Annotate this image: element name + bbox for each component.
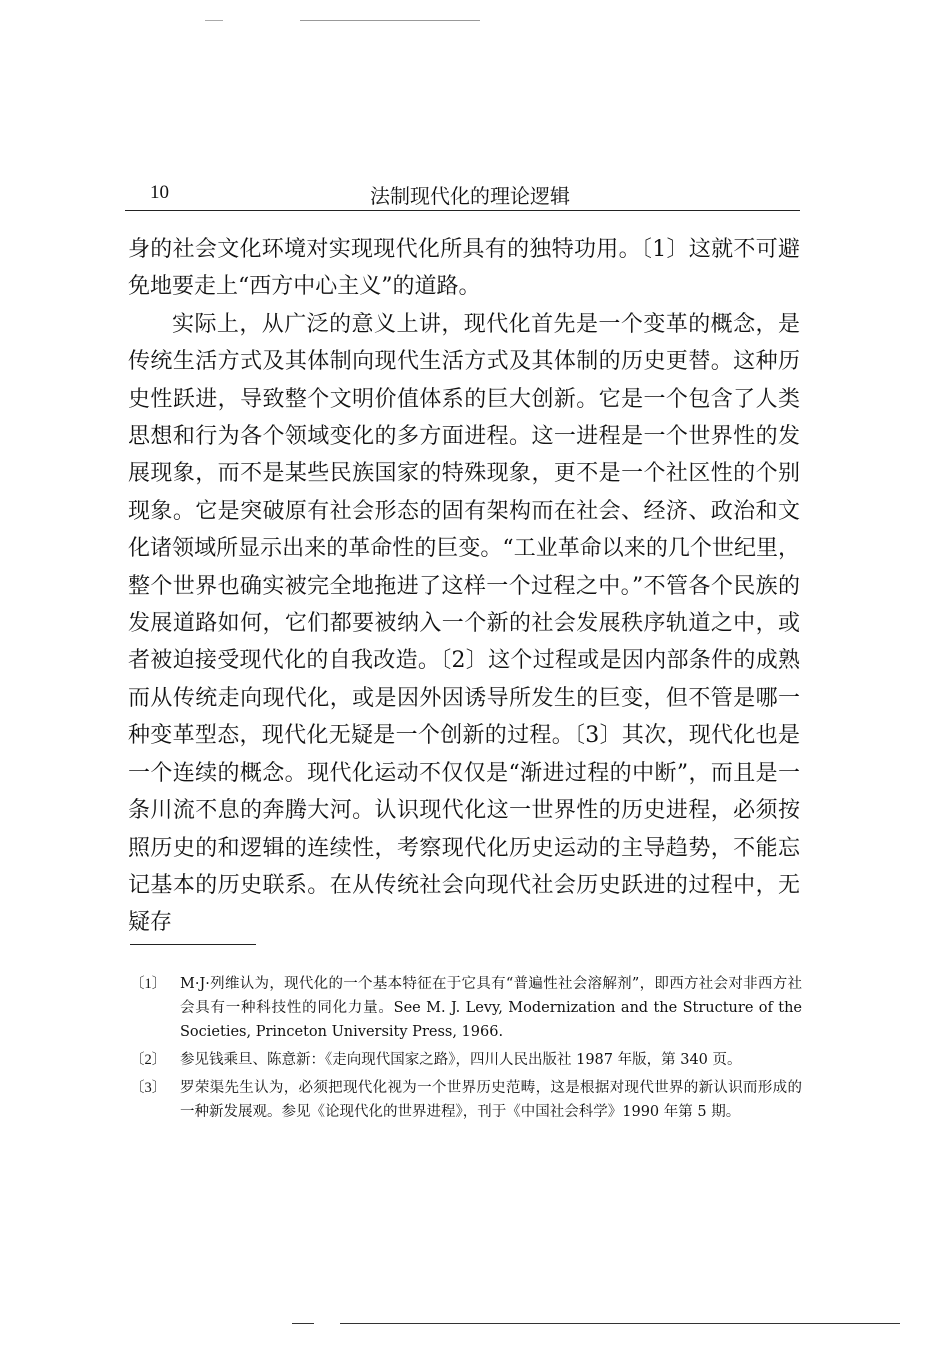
footnote-2 — [130, 1048, 802, 1072]
footnote-mark: 〔1〕 — [130, 976, 167, 992]
footnote-rule — [130, 944, 256, 945]
footnote-3 — [130, 1076, 802, 1124]
footnote-text: M·J·列维认为，现代化的一个基本特征在于它具有“普遍性社会溶解剂”，即西方社会对非西方社会具有一种科技性的同化力量。See M. J. Levy, Modernization and the Structure of the Societies, Princeton University Press, 1966. — [180, 976, 802, 1040]
footnote-text: 参见钱乘旦、陈意新：《走向现代国家之路》，四川人民出版社 1987 年版，第 340 页。 — [180, 1052, 742, 1068]
body-paragraph-1: 身的社会文化环境对实现现代化所具有的独特功用。〔1〕这就不可避免地要走上“西方中心主义”的道路。 — [128, 237, 800, 300]
body-paragraph-2: 实际上，从广泛的意义上讲，现代化首先是一个变革的概念，是传统生活方式及其体制向现代生活方式及其体制的历史更替。这种历史性跃进，导致整个文明价值体系的巨大创新。它是一个包含了人类思想和行为各个领域变化的多方面进程。这一进程是一个世界性的发展现象，而不是某些民族国家的特殊现象，更不是一个社区性的个别现象。它是突破原有社会形态的固有架构而在社会、经济、政治和文化诸领域所显示出来的革命性的巨变。“工业革命以来的几个世纪里，整个世界也确实被完全地拖进了这样一个过程之中。”不管各个民族的发展道路如何，它们都要被纳入一个新的社会发展秩序轨道之中，或者被迫接受现代化的自我改造。〔2〕这个过程或是因内部条件的成熟而从传统走向现代化，或是因外因诱导所发生的巨变，但不管是哪一种变革型态，现代化无疑是一个创新的过程。〔3〕其次，现代化也是一个连续的概念。现代化运动不仅仅是“渐进过程的中断”，而且是一条川流不息的奔腾大河。认识现代化这一世界性的历史进程，必须按照历史的和逻辑的连续性，考察现代化历史运动的主导趋势，不能忘记基本的历史联系。在从传统社会向现代社会历史跃进的过程中，无疑存 — [128, 311, 800, 936]
body-text — [128, 231, 800, 942]
scan-artifact-top-left — [205, 20, 223, 21]
footnote-text: 罗荣渠先生认为，必须把现代化视为一个世界历史范畴，这是根据对现代世界的新认识而形成的一种新发展观。参见《论现代化的世界进程》，刊于《中国社会科学》1990 年第 5 期。 — [180, 1080, 802, 1120]
scan-artifact-top — [300, 20, 480, 21]
header-rule — [125, 210, 800, 211]
running-title: 法制现代化的理论逻辑 — [370, 184, 570, 208]
footnote-mark: 〔2〕 — [130, 1052, 167, 1068]
footnote-mark: 〔3〕 — [130, 1080, 167, 1096]
page-number: 10 — [150, 182, 169, 203]
footnotes — [130, 972, 802, 1128]
footnote-1 — [130, 972, 802, 1044]
bottom-scan-mark — [292, 1323, 314, 1324]
bottom-scan-rule — [340, 1323, 900, 1324]
